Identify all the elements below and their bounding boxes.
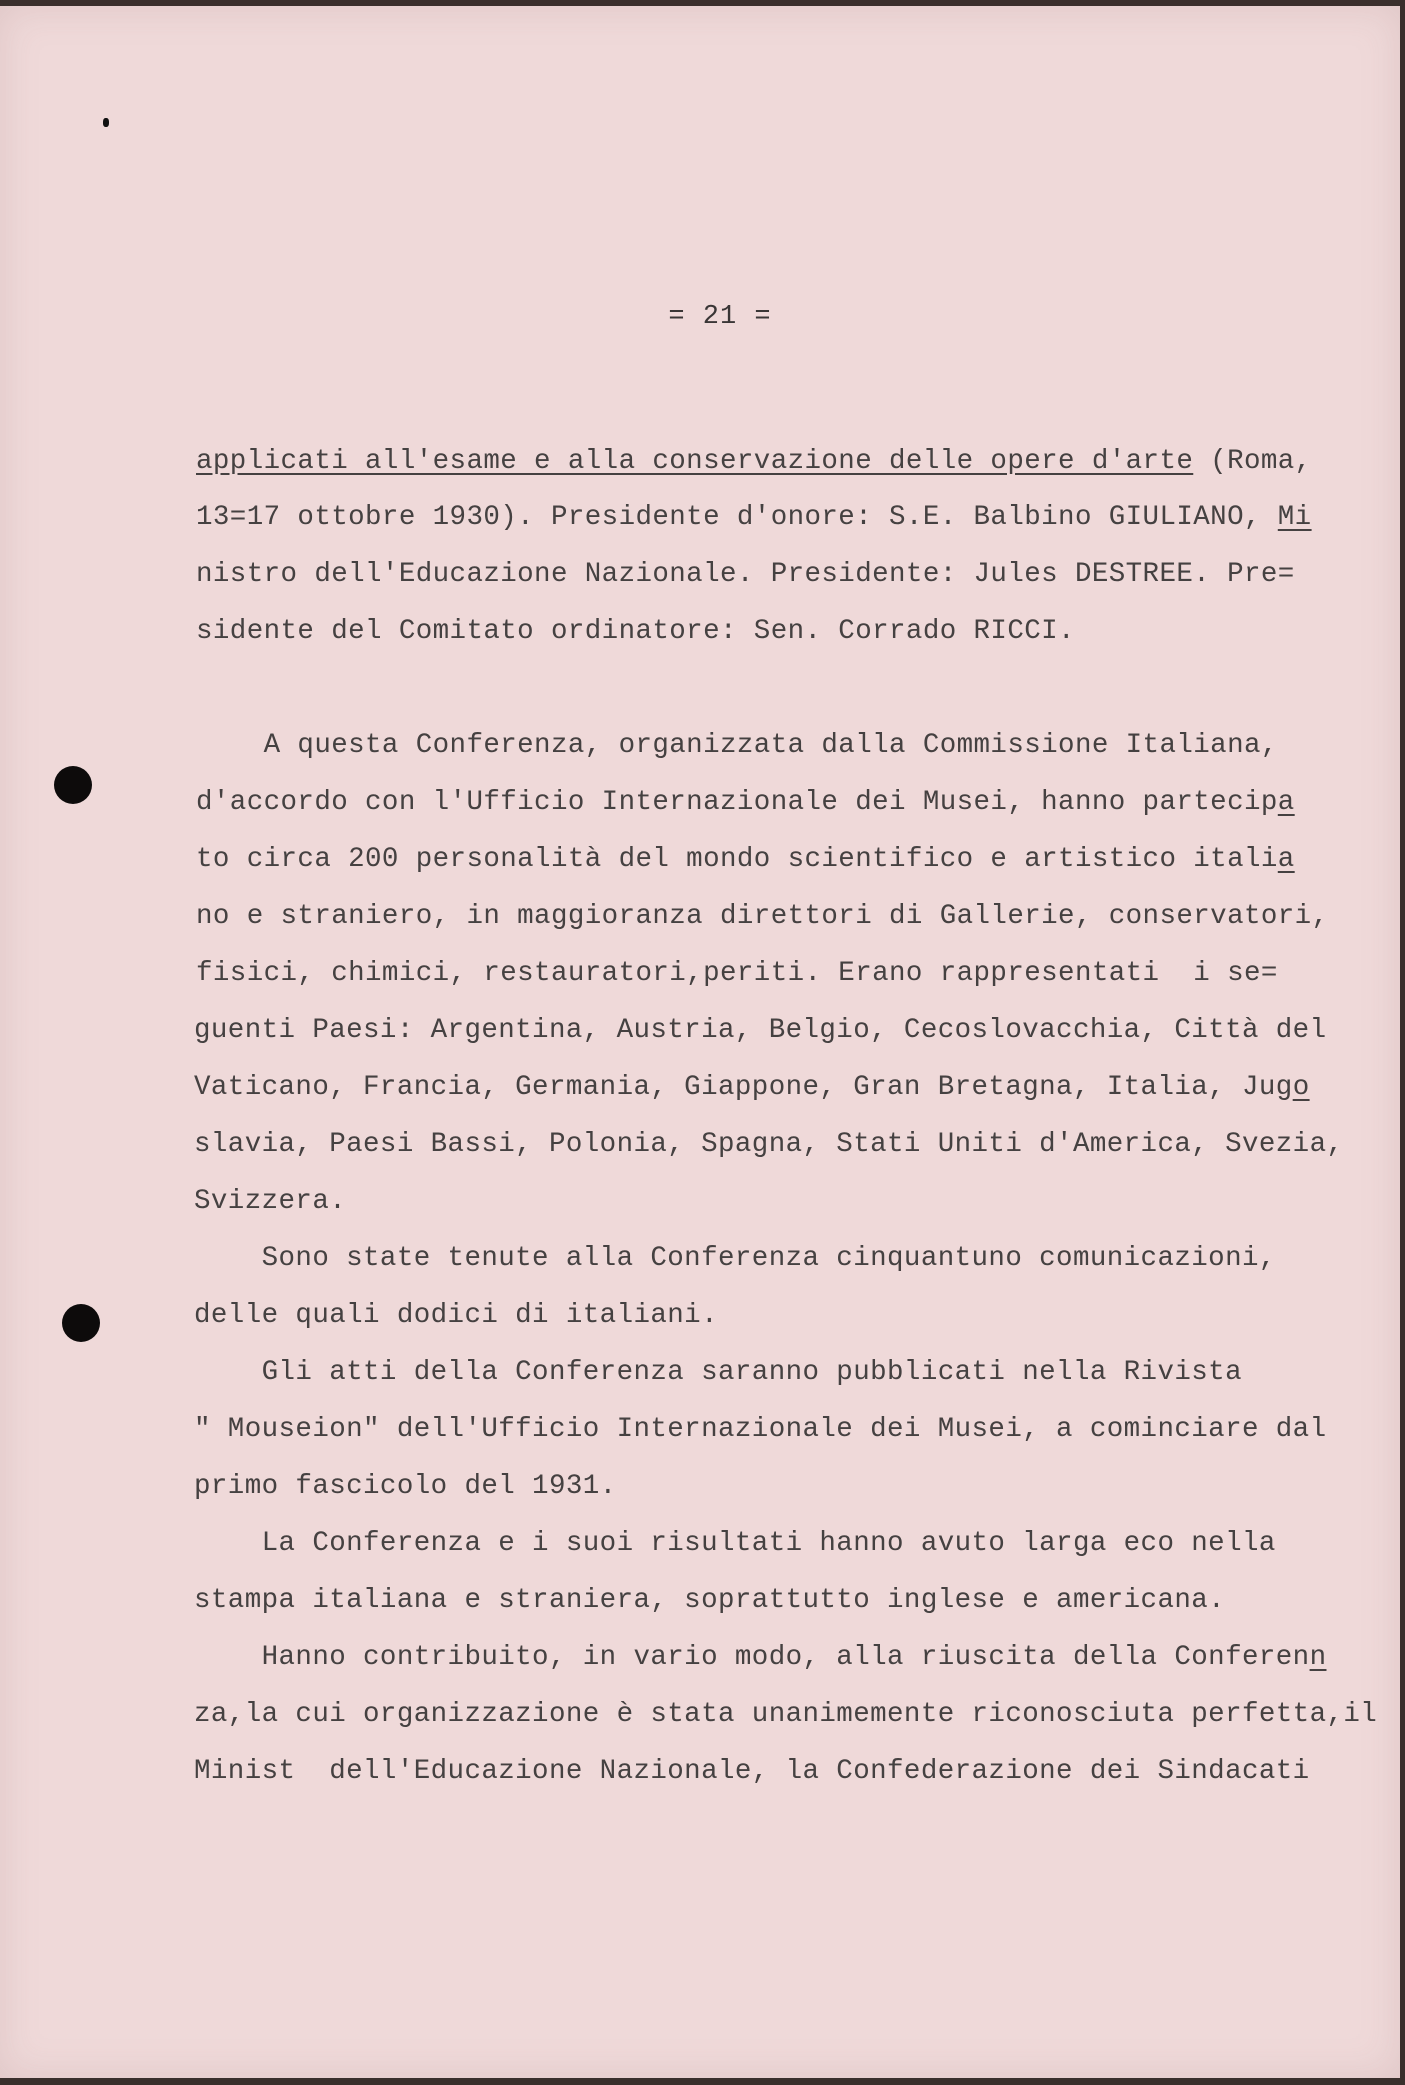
paragraph-2-line-6: guenti Paesi: Argentina, Austria, Belgio, Cecoslovacchia, Città del bbox=[194, 1015, 1327, 1046]
paragraph-2-line-3 bbox=[196, 844, 1295, 875]
paragraph-6-line-1 bbox=[194, 1642, 1326, 1673]
page-number: = 21 = bbox=[668, 302, 772, 332]
line-text: to circa 200 personalità del mondo scientifico e artistico itali bbox=[196, 844, 1278, 875]
underlined-title: applicati all'esame e alla conservazione delle opere d'arte bbox=[196, 446, 1194, 477]
paragraph-6-line-2: za,la cui organizzazione è stata unanimemente riconosciuta perfetta,il bbox=[194, 1699, 1378, 1730]
paragraph-4-line-1: Gli atti della Conferenza saranno pubblicati nella Rivista bbox=[194, 1357, 1242, 1388]
line-text: Vaticano, Francia, Germania, Giappone, Gran Bretagna, Italia, Jug bbox=[194, 1072, 1293, 1103]
paragraph-2-line-9: Svizzera. bbox=[194, 1186, 347, 1217]
paragraph-6-line-3: Minist dell'Educazione Nazionale, la Confederazione dei Sindacati bbox=[194, 1756, 1310, 1787]
paragraph-2-line-2 bbox=[196, 787, 1295, 818]
underlined-syllable: o bbox=[1292, 1072, 1310, 1103]
paragraph-3-line-1: Sono state tenute alla Conferenza cinquantuno comunicazioni, bbox=[194, 1243, 1276, 1274]
punch-hole-bottom bbox=[62, 1304, 100, 1342]
line-text: Hanno contribuito, in vario modo, alla riuscita della Conferen bbox=[194, 1642, 1310, 1673]
paragraph-4-line-2: " Mouseion" dell'Ufficio Internazionale dei Musei, a cominciare dal bbox=[194, 1414, 1327, 1445]
paragraph-5-line-1: La Conferenza e i suoi risultati hanno avuto larga eco nella bbox=[194, 1528, 1276, 1559]
underlined-syllable: Mi bbox=[1277, 502, 1312, 533]
paragraph-5-line-2: stampa italiana e straniera, soprattutto inglese e americana. bbox=[194, 1585, 1226, 1616]
underlined-syllable: a bbox=[1277, 844, 1295, 875]
paragraph-2-line-4: no e straniero, in maggioranza direttori di Gallerie, conservatori, bbox=[196, 901, 1329, 932]
paragraph-2-line-8: slavia, Paesi Bassi, Polonia, Spagna, Stati Uniti d'America, Svezia, bbox=[194, 1129, 1344, 1160]
paragraph-2-line-7 bbox=[194, 1072, 1310, 1103]
punch-hole-top bbox=[54, 766, 92, 804]
paragraph-1-line-4: sidente del Comitato ordinatore: Sen. Corrado RICCI. bbox=[196, 616, 1075, 647]
paragraph-3-line-2: delle quali dodici di italiani. bbox=[194, 1300, 718, 1331]
ink-speck bbox=[103, 118, 109, 127]
document-page bbox=[0, 6, 1400, 2078]
underlined-syllable: n bbox=[1309, 1642, 1327, 1673]
paragraph-1-line-2 bbox=[196, 502, 1312, 533]
paragraph-2-line-5: fisici, chimici, restauratori,periti. Erano rappresentati i se= bbox=[196, 958, 1278, 989]
paragraph-1-line-3: nistro dell'Educazione Nazionale. Presidente: Jules DESTREE. Pre= bbox=[196, 559, 1295, 590]
paragraph-2-line-1: A questa Conferenza, organizzata dalla Commissione Italiana, bbox=[196, 730, 1278, 761]
paragraph-1-line-1 bbox=[196, 446, 1312, 477]
underlined-syllable: a bbox=[1277, 787, 1295, 818]
line-text: d'accordo con l'Ufficio Internazionale dei Musei, hanno partecip bbox=[196, 787, 1278, 818]
paragraph-4-line-3: primo fascicolo del 1931. bbox=[194, 1471, 617, 1502]
line-text: 13=17 ottobre 1930). Presidente d'onore: S.E. Balbino GIULIANO, bbox=[196, 502, 1278, 533]
line-rest: (Roma, bbox=[1193, 446, 1312, 477]
